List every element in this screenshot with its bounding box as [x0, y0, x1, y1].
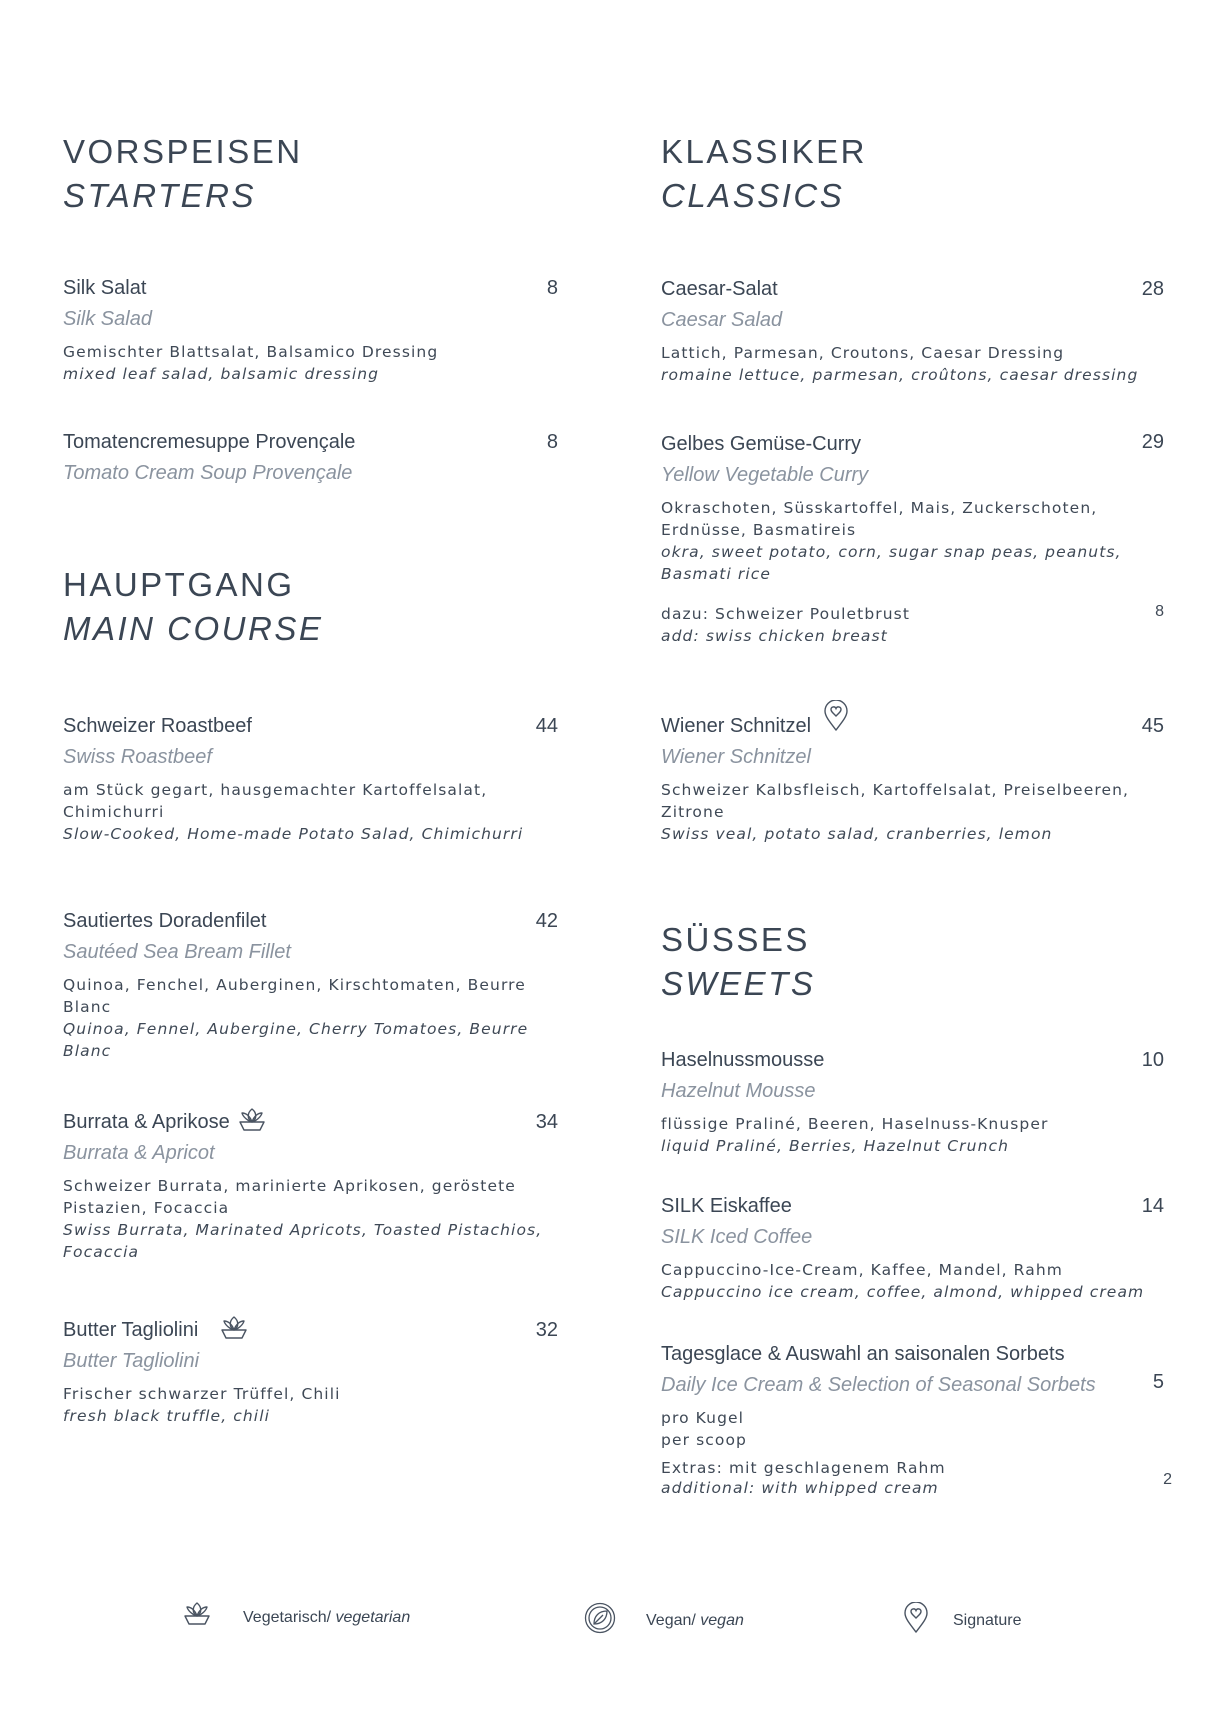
- item-price: 10: [1141, 1049, 1164, 1071]
- item-name-en: Butter Tagliolini: [63, 1350, 200, 1372]
- item-name-en: SILK Iced Coffee: [661, 1226, 813, 1248]
- item-price: 8: [546, 431, 558, 453]
- item-name: Sautiertes Doradenfilet: [63, 910, 267, 932]
- legend-label-en: vegetarian: [335, 1608, 411, 1626]
- signature-icon: [823, 700, 849, 737]
- addon-label: dazu: Schweizer Pouletbrust: [661, 605, 911, 623]
- item-name-en: Wiener Schnitzel: [661, 746, 811, 768]
- item-price: 14: [1141, 1195, 1164, 1217]
- legend-label: [646, 1612, 744, 1630]
- item-description-en: liquid Praliné, Berries, Hazelnut Crunch: [661, 1137, 1010, 1155]
- item-description-en: fresh black truffle, chili: [63, 1407, 271, 1425]
- item-price: 45: [1141, 715, 1164, 737]
- item-price: 32: [535, 1319, 558, 1341]
- item-name-en: Sautéed Sea Bream Fillet: [63, 941, 291, 963]
- item-description-en: romaine lettuce, parmesan, croûtons, caesar dressing: [661, 366, 1139, 384]
- item-name-en: Burrata & Apricot: [63, 1142, 215, 1164]
- item-price: 8: [546, 277, 558, 299]
- section-title-de: VORSPEISEN: [63, 133, 303, 170]
- item-description: pro Kugel: [661, 1409, 745, 1427]
- section-starters: [63, 130, 303, 218]
- section-title-en: CLASSICS: [661, 177, 845, 214]
- menu-item: [63, 428, 558, 487]
- item-name: Schweizer Roastbeef: [63, 715, 252, 737]
- item-description-en: mixed leaf salad, balsamic dressing: [63, 365, 380, 383]
- item-description: am Stück gegart, hausgemachter Kartoffelsalat, Chimichurri: [63, 781, 488, 821]
- menu-item: [661, 275, 1164, 386]
- vegetarian-icon: [218, 1316, 250, 1347]
- section-main-course: [63, 563, 323, 651]
- item-name-en: Tomato Cream Soup Provençale: [63, 462, 353, 484]
- item-description: Schweizer Burrata, marinierte Aprikosen, geröstete Pistazien, Focaccia: [63, 1177, 516, 1217]
- section-sweets: [661, 918, 815, 1006]
- addon-price: 8: [1155, 603, 1164, 620]
- item-price: 42: [535, 910, 558, 932]
- legend-label: Signature: [953, 1611, 1022, 1629]
- vegan-icon: [584, 1602, 616, 1639]
- item-description-en: Quinoa, Fennel, Aubergine, Cherry Tomatoes, Beurre Blanc: [63, 1020, 529, 1060]
- item-price: 29: [1141, 431, 1164, 453]
- item-name-en: Hazelnut Mousse: [661, 1080, 816, 1102]
- item-name-en: Daily Ice Cream & Selection of Seasonal Sorbets: [661, 1374, 1096, 1396]
- menu-item: [63, 907, 558, 1062]
- item-price: 44: [535, 715, 558, 737]
- extras-label-en: additional: with whipped cream: [661, 1479, 939, 1497]
- item-name-en: Swiss Roastbeef: [63, 746, 212, 768]
- item-description-en: Slow-Cooked, Home-made Potato Salad, Chimichurri: [63, 825, 524, 843]
- vegetarian-icon: [236, 1108, 268, 1139]
- item-description: Okraschoten, Süsskartoffel, Mais, Zuckerschoten, Erdnüsse, Basmatireis: [661, 499, 1098, 539]
- item-description: Schweizer Kalbsfleisch, Kartoffelsalat, Preiselbeeren, Zitrone: [661, 781, 1130, 821]
- item-name-en: Caesar Salad: [661, 309, 783, 331]
- menu-item: [661, 1340, 1172, 1499]
- item-description-en: Swiss veal, potato salad, cranberries, lemon: [661, 825, 1053, 843]
- section-title-en: STARTERS: [63, 177, 256, 214]
- section-title-en: SWEETS: [661, 965, 816, 1002]
- item-description-en: Swiss Burrata, Marinated Apricots, Toasted Pistachios, Focaccia: [63, 1221, 543, 1261]
- item-description-en: Cappuccino ice cream, coffee, almond, whipped cream: [661, 1283, 1145, 1301]
- item-name-en: Yellow Vegetable Curry: [661, 464, 869, 486]
- item-price: 5: [1152, 1371, 1164, 1393]
- item-description: Frischer schwarzer Trüffel, Chili: [63, 1385, 341, 1403]
- section-title-de: SÜSSES: [661, 921, 810, 958]
- item-name: Butter Tagliolini: [63, 1319, 199, 1341]
- section-title-de: HAUPTGANG: [63, 566, 295, 603]
- item-name: Wiener Schnitzel: [661, 715, 812, 737]
- menu-item: [63, 274, 558, 385]
- signature-icon: [903, 1602, 929, 1639]
- item-price: 28: [1141, 278, 1164, 300]
- menu-item: [661, 430, 1164, 647]
- item-name-en: Silk Salad: [63, 308, 152, 330]
- legend-label-de: Vegan/: [646, 1611, 701, 1629]
- item-name: Caesar-Salat: [661, 278, 778, 300]
- item-name: Tagesglace & Auswahl an saisonalen Sorbets: [661, 1343, 1065, 1365]
- legend-vegan: [584, 1602, 744, 1639]
- addon-label-en: add: swiss chicken breast: [661, 627, 888, 645]
- item-description-en: per scoop: [661, 1431, 747, 1449]
- item-description: Lattich, Parmesan, Croutons, Caesar Dressing: [661, 344, 1065, 362]
- item-name: Tomatencremesuppe Provençale: [63, 431, 356, 453]
- item-description: Cappuccino-Ice-Cream, Kaffee, Mandel, Rahm: [661, 1261, 1063, 1279]
- item-name: Gelbes Gemüse-Curry: [661, 433, 862, 455]
- legend-signature: [903, 1602, 1022, 1639]
- item-price: 34: [535, 1111, 558, 1133]
- item-name: Silk Salat: [63, 277, 147, 299]
- legend-label-en: vegan: [700, 1611, 744, 1629]
- legend-label: [243, 1609, 410, 1627]
- menu-item: [63, 1316, 558, 1427]
- section-title-de: KLASSIKER: [661, 133, 867, 170]
- section-title-en: MAIN COURSE: [63, 610, 324, 647]
- menu-item: [661, 1192, 1164, 1303]
- item-description-en: okra, sweet potato, corn, sugar snap peas, peanuts, Basmati rice: [661, 543, 1122, 583]
- extras: [661, 1457, 1172, 1499]
- menu-item: [63, 1108, 558, 1263]
- item-name: Burrata & Aprikose: [63, 1111, 230, 1133]
- menu-item: [661, 1046, 1164, 1157]
- vegetarian-icon: [181, 1602, 213, 1633]
- item-description: Quinoa, Fenchel, Auberginen, Kirschtomaten, Beurre Blanc: [63, 976, 526, 1016]
- item-description: Gemischter Blattsalat, Balsamico Dressing: [63, 343, 439, 361]
- menu-item: [661, 712, 1164, 845]
- extras-label: Extras: mit geschlagenem Rahm: [661, 1459, 946, 1477]
- legend-vegetarian: [181, 1602, 410, 1633]
- extras-price: 2: [1163, 1471, 1172, 1488]
- item-description: flüssige Praliné, Beeren, Haselnuss-Knusper: [661, 1115, 1049, 1133]
- item-name: SILK Eiskaffee: [661, 1195, 792, 1217]
- item-name: Haselnussmousse: [661, 1049, 825, 1071]
- addon: [661, 603, 1164, 647]
- section-classics: [661, 130, 867, 218]
- menu-item: [63, 712, 558, 845]
- legend-label-de: Vegetarisch/: [243, 1608, 336, 1626]
